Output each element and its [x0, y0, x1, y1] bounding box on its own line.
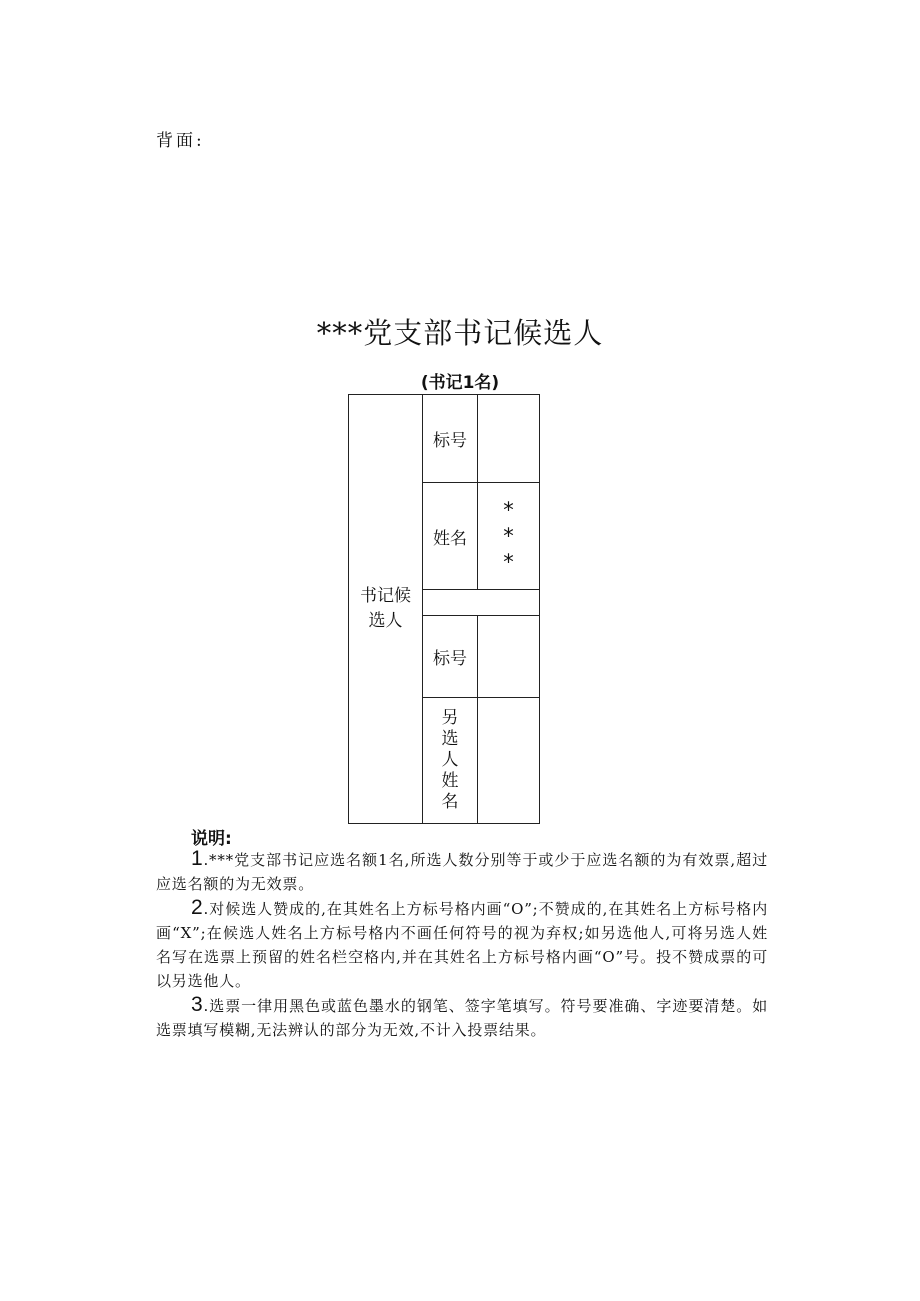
- note-item-3: [156, 993, 768, 1042]
- note-text: .选票一律用黑色或蓝色墨水的钢笔、签字笔填写。符号要准确、字迹要清楚。如选票填写模糊,无法辨认的部分为无效,不计入投票结果。: [156, 997, 768, 1039]
- side-label-cell: [348, 394, 423, 824]
- write-in-label: 另选人姓名: [441, 708, 459, 812]
- side-label: 书记候选人: [360, 586, 411, 631]
- name-label: 姓名: [433, 528, 467, 549]
- candidate-name: ***: [503, 498, 514, 574]
- number-label-cell-1: [422, 394, 478, 483]
- ballot-table: [348, 394, 540, 824]
- notes-heading: 说明:: [191, 829, 232, 849]
- note-text: .对候选人赞成的,在其姓名上方标号格内画“O”;不赞成的,在其姓名上方标号格内画“X”;在候选人姓名上方标号格内不画任何符号的视为弃权;如另选他人,可将另选人姓名写在选票上预留的姓名栏空格内,并在其姓名上方标号格内画“O”号。投不赞成票的可以另选他人。: [156, 900, 768, 990]
- ballot-subtitle: (书记1名): [420, 373, 500, 393]
- write-in-mark-box[interactable]: [477, 615, 540, 698]
- back-side-label: 背面:: [156, 131, 205, 151]
- number-label-1: 标号: [433, 431, 467, 451]
- write-in-label-cell: [422, 697, 478, 824]
- notes-section: [156, 847, 768, 1042]
- note-item-2: [156, 896, 768, 993]
- name-label-cell: [422, 482, 478, 590]
- note-item-1: [156, 847, 768, 896]
- ballot-title: ***党支部书记候选人: [316, 316, 604, 350]
- number-label-cell-2: [422, 615, 478, 698]
- note-text: .***党支部书记应选名额1名,所选人数分别等于或少于应选名额的为有效票,超过应选名额的为无效票。: [156, 851, 768, 893]
- candidate-mark-box[interactable]: [477, 394, 540, 483]
- note-number: 2: [191, 896, 204, 919]
- number-label-2: 标号: [433, 649, 467, 669]
- note-number: 1: [191, 847, 204, 870]
- write-in-name-field[interactable]: [477, 697, 540, 824]
- spacer-row: [422, 589, 540, 616]
- candidate-name-cell: [477, 482, 540, 590]
- note-number: 3: [191, 993, 204, 1016]
